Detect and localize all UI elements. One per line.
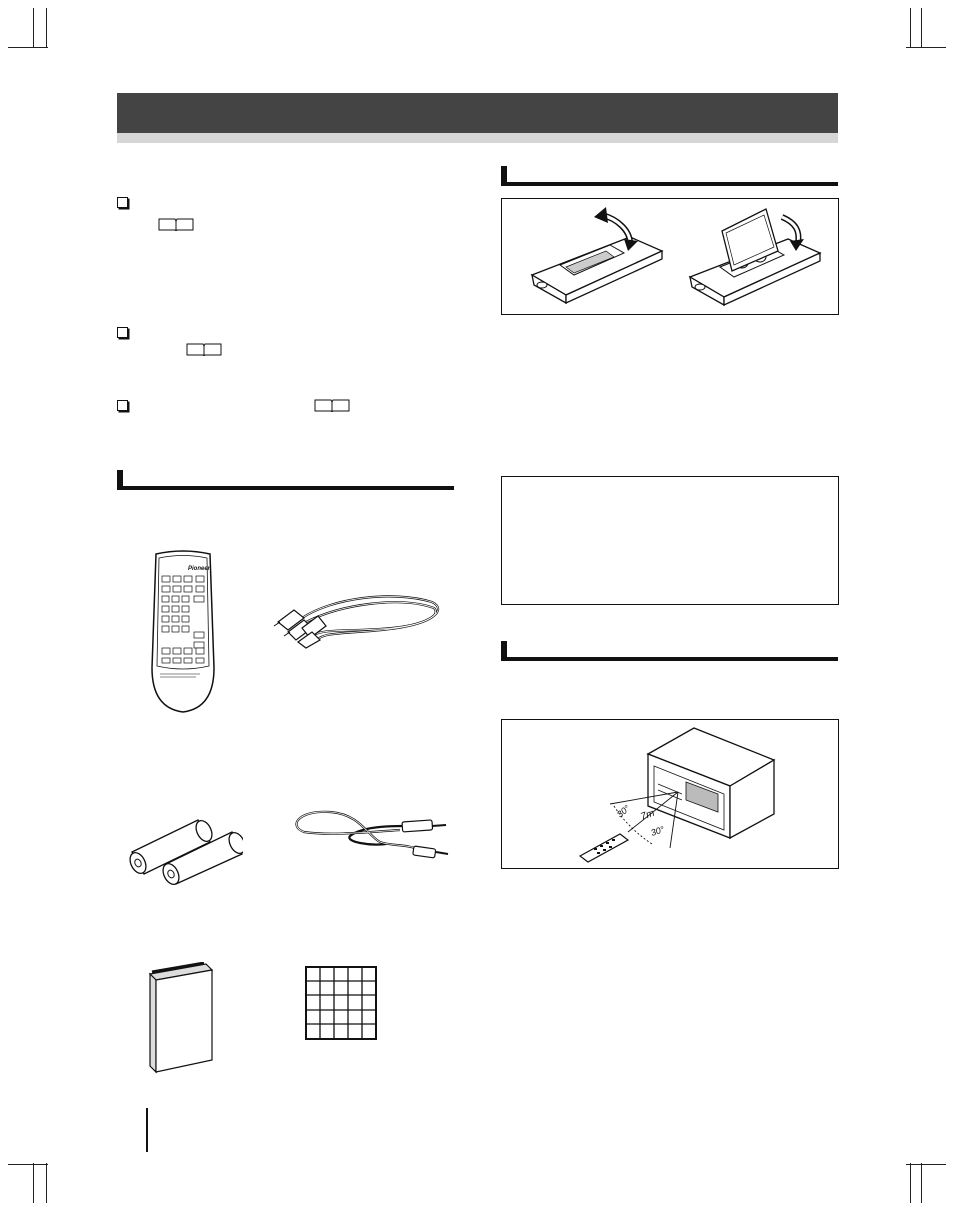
remote-range-heading — [501, 641, 838, 661]
distance-label: 7m — [639, 807, 657, 823]
operating-instructions-illustration — [146, 962, 216, 1074]
remote-range-figure — [501, 719, 839, 869]
crop-mark — [910, 8, 911, 48]
battery-insertion-figure — [501, 198, 839, 315]
checkbox-icon — [117, 197, 128, 208]
crop-mark — [33, 8, 34, 48]
battery-heading — [501, 166, 838, 186]
checkbox-icon — [117, 400, 128, 411]
angle-left-label: 30° — [614, 803, 632, 820]
crop-mark — [46, 8, 47, 48]
crop-mark — [46, 1163, 47, 1203]
page-reference-icon — [158, 217, 194, 231]
batteries-illustration — [128, 806, 243, 886]
page-reference-icon — [186, 342, 222, 356]
page-number-rule — [146, 1108, 148, 1152]
page-reference-icon — [314, 398, 350, 412]
crop-mark — [906, 1164, 946, 1165]
operating-range-illustration — [502, 720, 838, 868]
note-box — [501, 476, 839, 605]
rca-cable-illustration — [272, 588, 447, 650]
angle-right-label: 30° — [649, 824, 666, 838]
crop-mark — [921, 8, 922, 48]
crop-mark — [8, 47, 48, 48]
checkbox-icon — [117, 327, 128, 338]
crop-mark — [906, 47, 946, 48]
title-grid-sheet-illustration — [305, 966, 377, 1040]
crop-mark — [910, 1163, 911, 1203]
accessories-heading — [117, 470, 454, 490]
crop-mark — [921, 1163, 922, 1203]
crop-mark — [8, 1164, 48, 1165]
battery-cover-open-illustration — [526, 203, 666, 311]
title-underline — [117, 133, 838, 143]
remote-control-illustration — [148, 548, 218, 716]
mini-plug-cable-illustration — [290, 806, 450, 864]
battery-cover-close-illustration — [686, 201, 836, 313]
page-title-bar — [117, 93, 838, 133]
crop-mark — [33, 1163, 34, 1203]
svg-text:Pioneer: Pioneer — [188, 566, 211, 572]
